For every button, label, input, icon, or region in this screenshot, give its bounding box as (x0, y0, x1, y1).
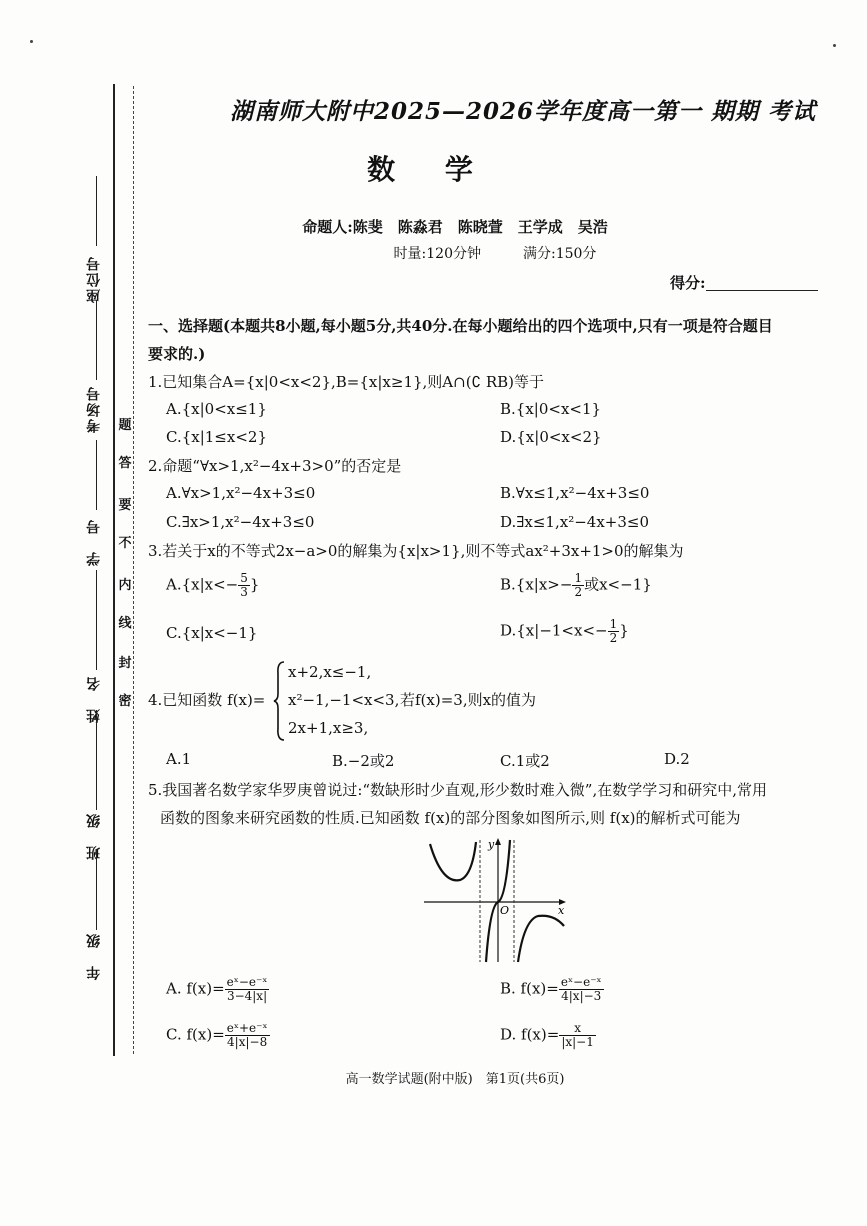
numerator: 1 (609, 617, 618, 631)
q3-b-suffix: 或x<−1} (584, 575, 652, 594)
seal-char: 密 (118, 694, 132, 709)
seat-label: 座位号 (86, 255, 102, 303)
q3-a-prefix: A.{x|x<− (166, 575, 239, 594)
seal-char: 不 (118, 536, 132, 551)
numerator: 1 (574, 571, 583, 585)
section-heading-cont: 要求的.) (148, 345, 206, 363)
scan-speck (833, 44, 836, 47)
piecewise-case: 2x+1,x≥3, (288, 719, 369, 737)
q2-option-b[interactable]: B.∀x≤1,x²−4x+3≤0 (500, 484, 650, 502)
q3-option-c[interactable]: C.{x|x<−1} (166, 624, 258, 642)
numerator: x (559, 1022, 596, 1036)
fraction (559, 976, 604, 1003)
q5-option-d[interactable] (500, 1022, 596, 1049)
q2-option-d[interactable]: D.∃x≤1,x²−4x+3≤0 (500, 513, 650, 531)
question-2-stem: 2.命题“∀x>1,x²−4x+3>0”的否定是 (148, 457, 402, 475)
denominator: |x|−1 (561, 1035, 594, 1049)
q3-d-suffix: } (619, 621, 629, 640)
left-brace-icon (272, 660, 286, 742)
denominator: 2 (609, 631, 618, 645)
question-4-stem-suffix: 若f(x)=3,则x的值为 (400, 691, 537, 709)
seal-char: 封 (118, 656, 132, 671)
q4-option-d[interactable]: D.2 (664, 750, 690, 768)
denominator: 3−4|x| (226, 989, 268, 1003)
denominator: 3 (240, 585, 248, 599)
seal-char: 内 (118, 578, 132, 593)
q3-option-d[interactable] (500, 618, 629, 645)
room-line (96, 300, 97, 380)
question-4-stem-prefix: 4.已知函数 f(x)= (148, 691, 266, 709)
q5-option-a[interactable] (166, 976, 269, 1003)
denominator: 4|x|−8 (227, 1035, 268, 1049)
q1-option-c[interactable]: C.{x|1≤x<2} (166, 428, 267, 446)
name-line (96, 570, 97, 670)
exam-title: 湖南师大附中2025—2026学年度高一第一 期期 考试 (230, 98, 817, 125)
numerator: eˣ+e⁻ˣ (226, 1021, 268, 1035)
q4-option-a[interactable]: A.1 (166, 750, 192, 768)
question-5-stem: 5.我国著名数学家华罗庚曾说过:“数缺形时少直观,形少数时难入微”,在数学学习和研究中,常用 (148, 781, 768, 799)
fraction (238, 572, 250, 599)
seal-char: 线 (118, 616, 132, 631)
name-label: 姓 名 (86, 675, 102, 723)
seal-char: 要 (118, 498, 132, 513)
q1-option-a[interactable]: A.{x|0<x≤1} (166, 400, 267, 418)
question-1-stem: 1.已知集合A={x|0<x<2},B={x|x≥1},则A∩(∁ RB)等于 (148, 373, 545, 391)
q5-option-c[interactable] (166, 1022, 270, 1049)
question-3-stem: 3.若关于x的不等式2x−a>0的解集为{x|x>1},则不等式ax²+3x+1>0的解集为 (148, 542, 684, 560)
seal-char: 题 (118, 418, 132, 433)
q2-option-a[interactable]: A.∀x>1,x²−4x+3≤0 (166, 484, 316, 502)
q5-b-prefix: B. f(x)= (500, 979, 559, 998)
q5-option-b[interactable] (500, 976, 604, 1003)
piecewise-case: x²−1,−1<x<3, (288, 691, 400, 709)
q5-c-prefix: C. f(x)= (166, 1025, 225, 1044)
q3-option-a[interactable] (166, 572, 259, 599)
q5-d-prefix: D. f(x)= (500, 1025, 560, 1044)
y-axis-arrow-icon (495, 838, 501, 845)
q4-option-b[interactable]: B.−2或2 (332, 752, 395, 770)
fraction (225, 976, 270, 1003)
piecewise-case: x+2,x≤−1, (288, 663, 372, 681)
denominator: 4|x|−3 (561, 989, 602, 1003)
time-info: 时量:120分钟 满分:150分 (393, 246, 597, 262)
question-5-stem-cont: 函数的图象来研究函数的性质.已知函数 f(x)的部分图象如图所示,则 f(x)的解析式可能为 (160, 809, 741, 827)
y-axis-label: y (488, 838, 495, 851)
subject-title: 数 学 (367, 153, 493, 186)
numerator: eˣ−e⁻ˣ (560, 975, 602, 989)
curve-right-branch (518, 916, 564, 962)
q3-a-suffix: } (249, 575, 260, 594)
q4-option-c[interactable]: C.1或2 (500, 752, 550, 770)
fraction (608, 618, 620, 645)
q3-option-b[interactable] (500, 572, 652, 599)
class-label: 班 级 (86, 812, 102, 860)
grade-label: 年 级 (86, 932, 102, 980)
q1-option-d[interactable]: D.{x|0<x<2} (500, 428, 602, 446)
fraction (572, 572, 584, 599)
fraction (559, 1022, 596, 1049)
q3-d-prefix: D.{x|−1<x<− (500, 621, 608, 640)
curve-left-branch (430, 842, 476, 880)
student-no-line (96, 440, 97, 510)
q3-b-prefix: B.{x|x>− (500, 575, 573, 594)
q2-option-c[interactable]: C.∃x>1,x²−4x+3≤0 (166, 513, 315, 531)
score-blank[interactable] (706, 290, 818, 291)
seal-char: 答 (118, 456, 132, 471)
authors: 命题人:陈斐 陈淼君 陈晓萱 王学成 吴浩 (302, 218, 608, 236)
denominator: 2 (574, 585, 583, 599)
student-no-label: 学 号 (86, 518, 102, 566)
numerator: 5 (240, 571, 248, 585)
numerator: eˣ−e⁻ˣ (226, 975, 268, 989)
score-label: 得分: (670, 274, 706, 292)
scan-speck (30, 40, 33, 43)
q5-a-prefix: A. f(x)= (166, 979, 225, 998)
page-footer: 高一数学试题(附中版) 第1页(共6页) (345, 1072, 565, 1087)
origin-label: O (500, 904, 510, 917)
room-label: 考场号 (86, 385, 102, 433)
function-graph (420, 836, 570, 966)
q1-option-b[interactable]: B.{x|0<x<1} (500, 400, 602, 418)
x-axis-label: x (558, 904, 565, 917)
grade-line (96, 850, 97, 930)
section-heading: 一、选择题(本题共8小题,每小题5分,共40分.在每小题给出的四个选项中,只有一项是符合题目 (148, 317, 773, 335)
fraction (225, 1022, 270, 1049)
class-line (96, 710, 97, 810)
